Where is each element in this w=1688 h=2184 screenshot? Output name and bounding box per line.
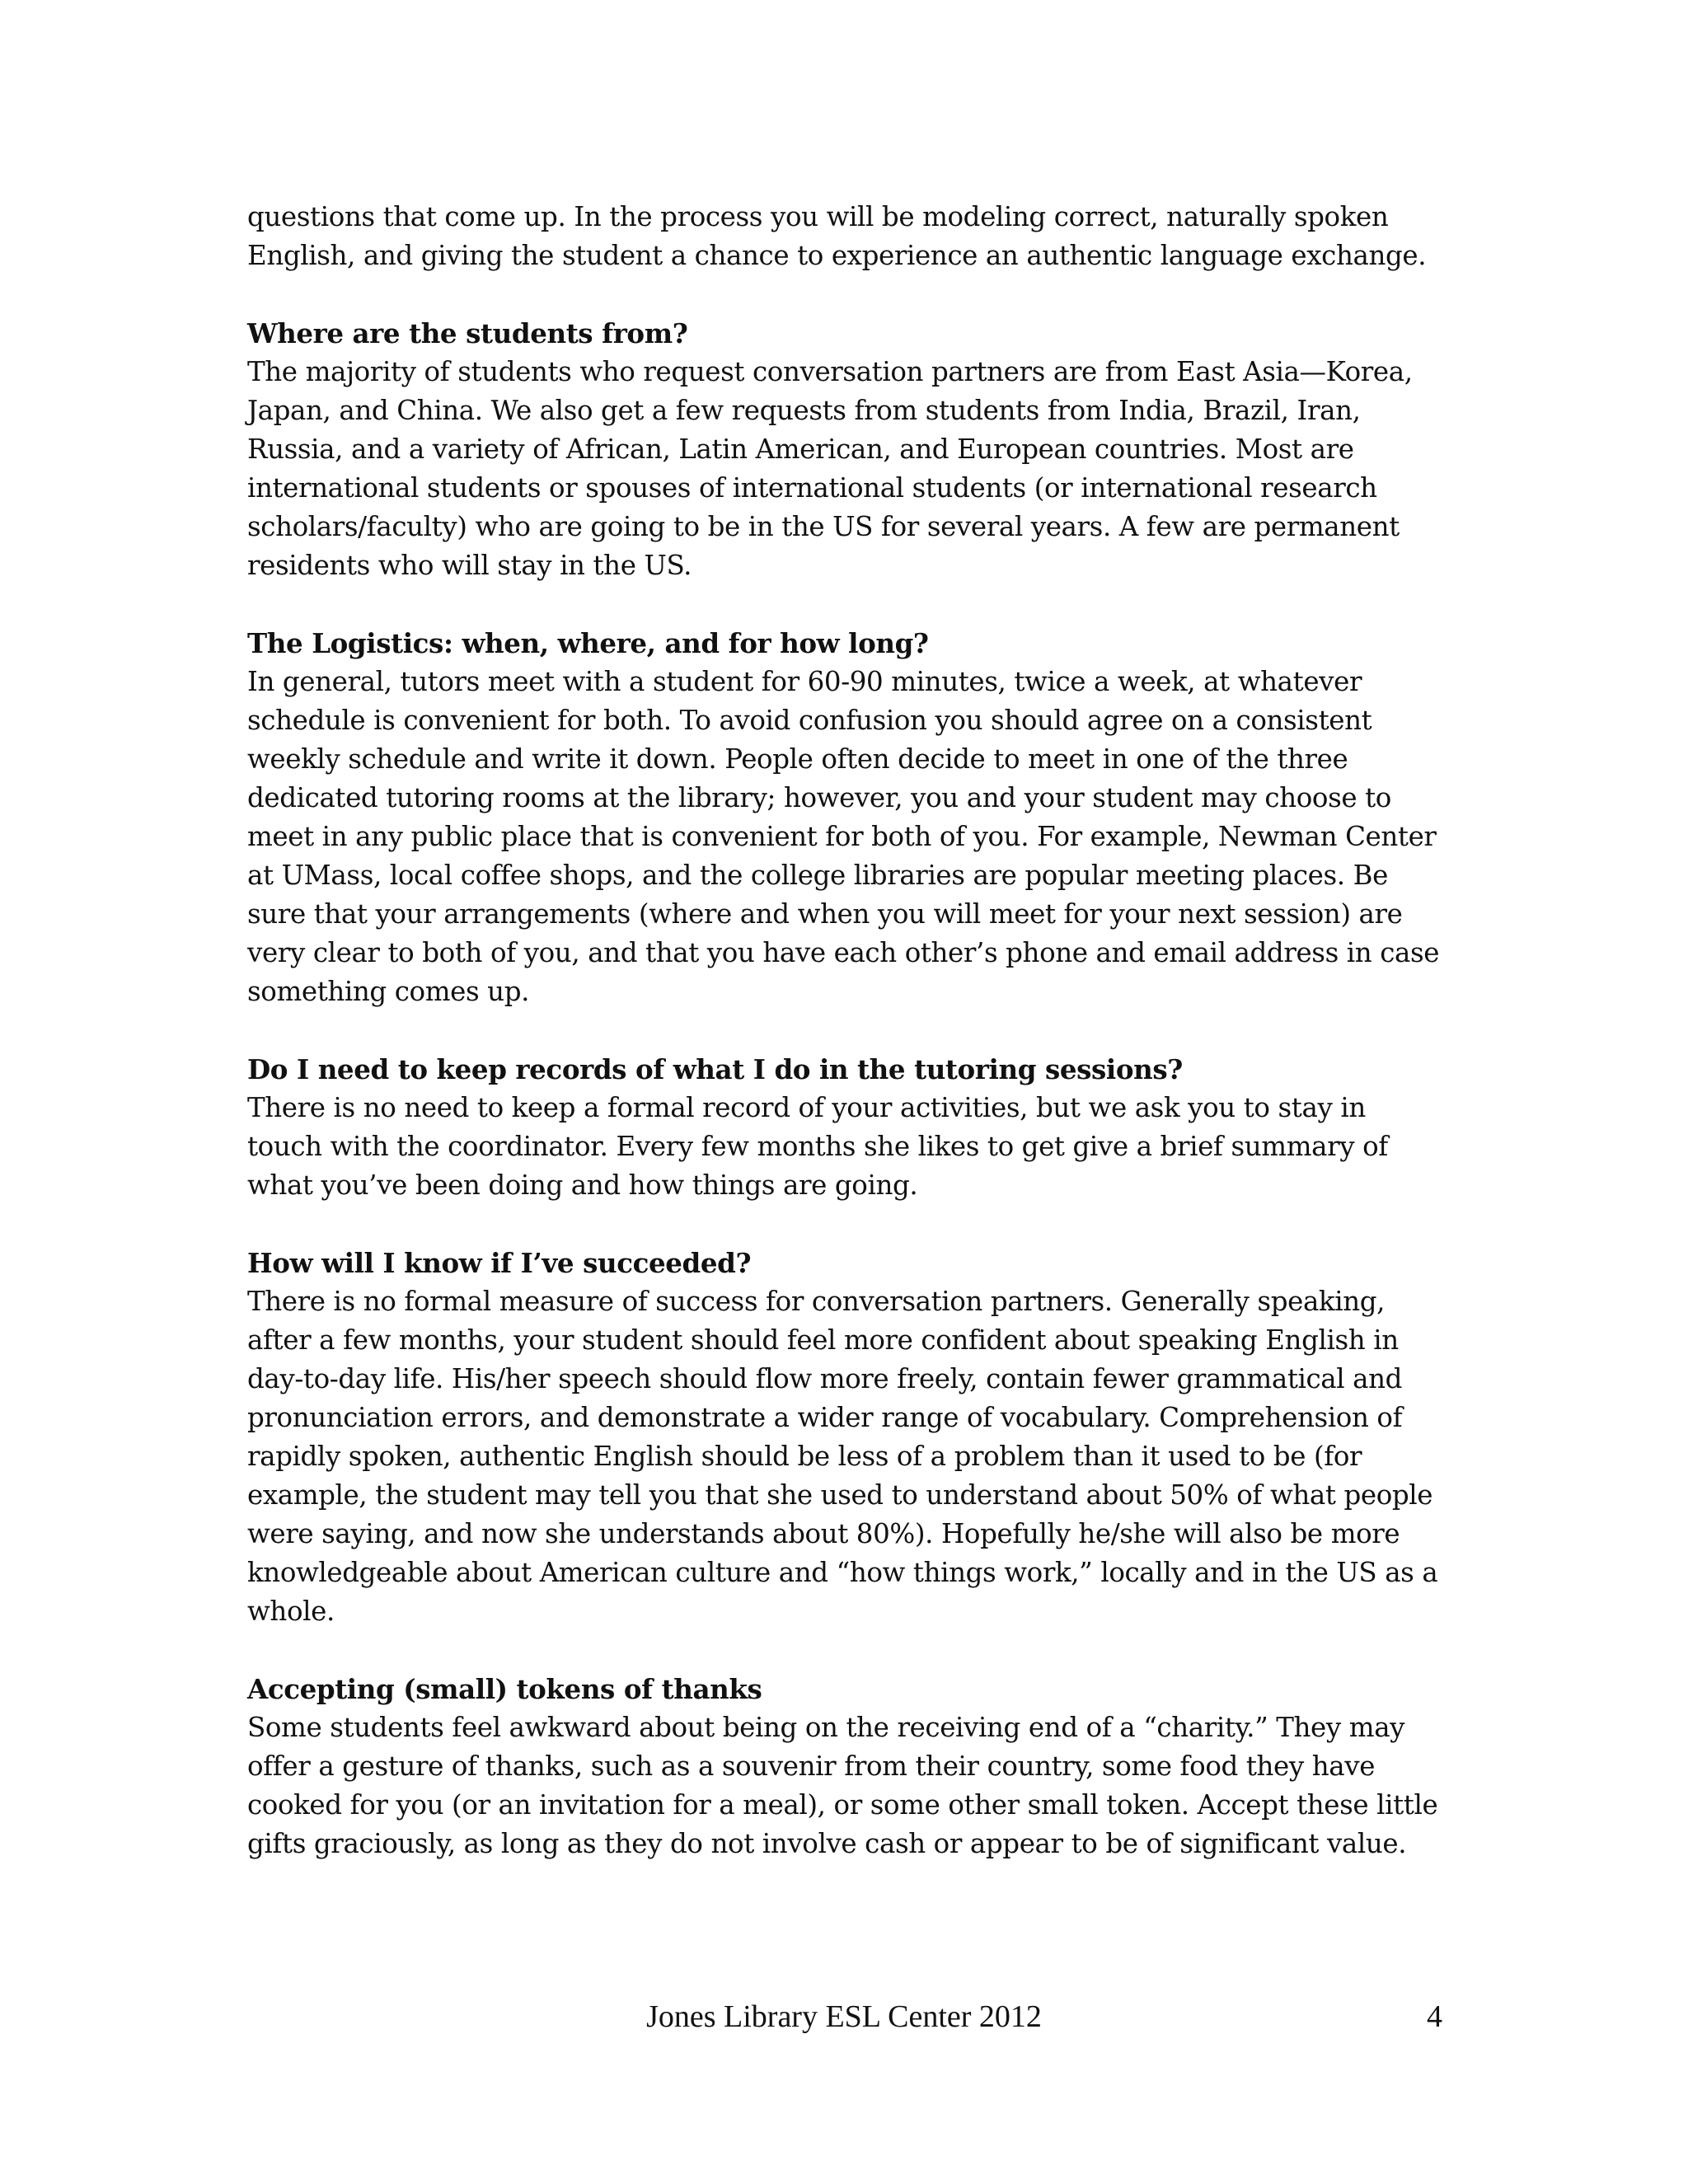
- section-success: [247, 1244, 1442, 1631]
- section-body: The majority of students who request conversation partners are from East Asia—Korea, Japan, and China. We also get a few requests from students from India, Brazil, Iran, Russia, and a variety of African, Latin American, and European countries. Most are international students or spouses of international students (or international research scholars/faculty) who are going to be in the US for several years. A few are permanent residents who will stay in the US.: [247, 356, 1413, 581]
- section-heading: How will I know if I’ve succeeded?: [247, 1247, 752, 1279]
- page-content: [247, 198, 1442, 1863]
- page-number: 4: [1427, 1999, 1442, 2034]
- section-body: In general, tutors meet with a student for 60-90 minutes, twice a week, at whatever schedule is convenient for both. To avoid confusion you should agree on a consistent weekly schedule and write it down. People often decide to meet in one of the three dedicated tutoring rooms at the library; however, you and your student may choose to meet in any public place that is convenient for both of you. For example, Newman Center at UMass, local coffee shops, and the college libraries are popular meeting places. Be sure that your arrangements (where and when you will meet for your next session) are very clear to both of you, and that you have each other’s phone and email address in case something comes up.: [247, 666, 1440, 1007]
- section-logistics: [247, 624, 1442, 1011]
- section-body: There is no need to keep a formal record of your activities, but we ask you to stay in touch with the coordinator. Every few months she likes to get give a brief summary of what you’ve been doing and how things are going.: [247, 1092, 1388, 1201]
- section-heading: Accepting (small) tokens of thanks: [247, 1673, 762, 1705]
- section-heading: Where are the students from?: [247, 317, 688, 349]
- intro-paragraph: questions that come up. In the process you will be modeling correct, naturally spoken English, and giving the student a chance to experience an authentic language exchange.: [247, 201, 1427, 271]
- footer-title: Jones Library ESL Center 2012: [646, 1999, 1042, 2034]
- section-heading: The Logistics: when, where, and for how long?: [247, 627, 929, 659]
- section-tokens-of-thanks: [247, 1670, 1442, 1863]
- section-heading: Do I need to keep records of what I do in the tutoring sessions?: [247, 1053, 1183, 1085]
- section-records: [247, 1050, 1442, 1205]
- section-body: There is no formal measure of success for conversation partners. Generally speaking, after a few months, your student should feel more confident about speaking English in day-to-day life. His/her speech should flow more freely, contain fewer grammatical and pronunciation errors, and demonstrate a wider range of vocabulary. Comprehension of rapidly spoken, authentic English should be less of a problem than it used to be (for example, the student may tell you that she used to understand about 50% of what people were saying, and now she understands about 80%). Hopefully he/she will also be more knowledgeable about American culture and “how things work,” locally and in the US as a whole.: [247, 1286, 1438, 1627]
- section-body: Some students feel awkward about being on the receiving end of a “charity.” They may offer a gesture of thanks, such as a souvenir from their country, some food they have cooked for you (or an invitation for a meal), or some other small token. Accept these little gifts graciously, as long as they do not involve cash or appear to be of significant value.: [247, 1712, 1438, 1859]
- section-students-origin: [247, 314, 1442, 585]
